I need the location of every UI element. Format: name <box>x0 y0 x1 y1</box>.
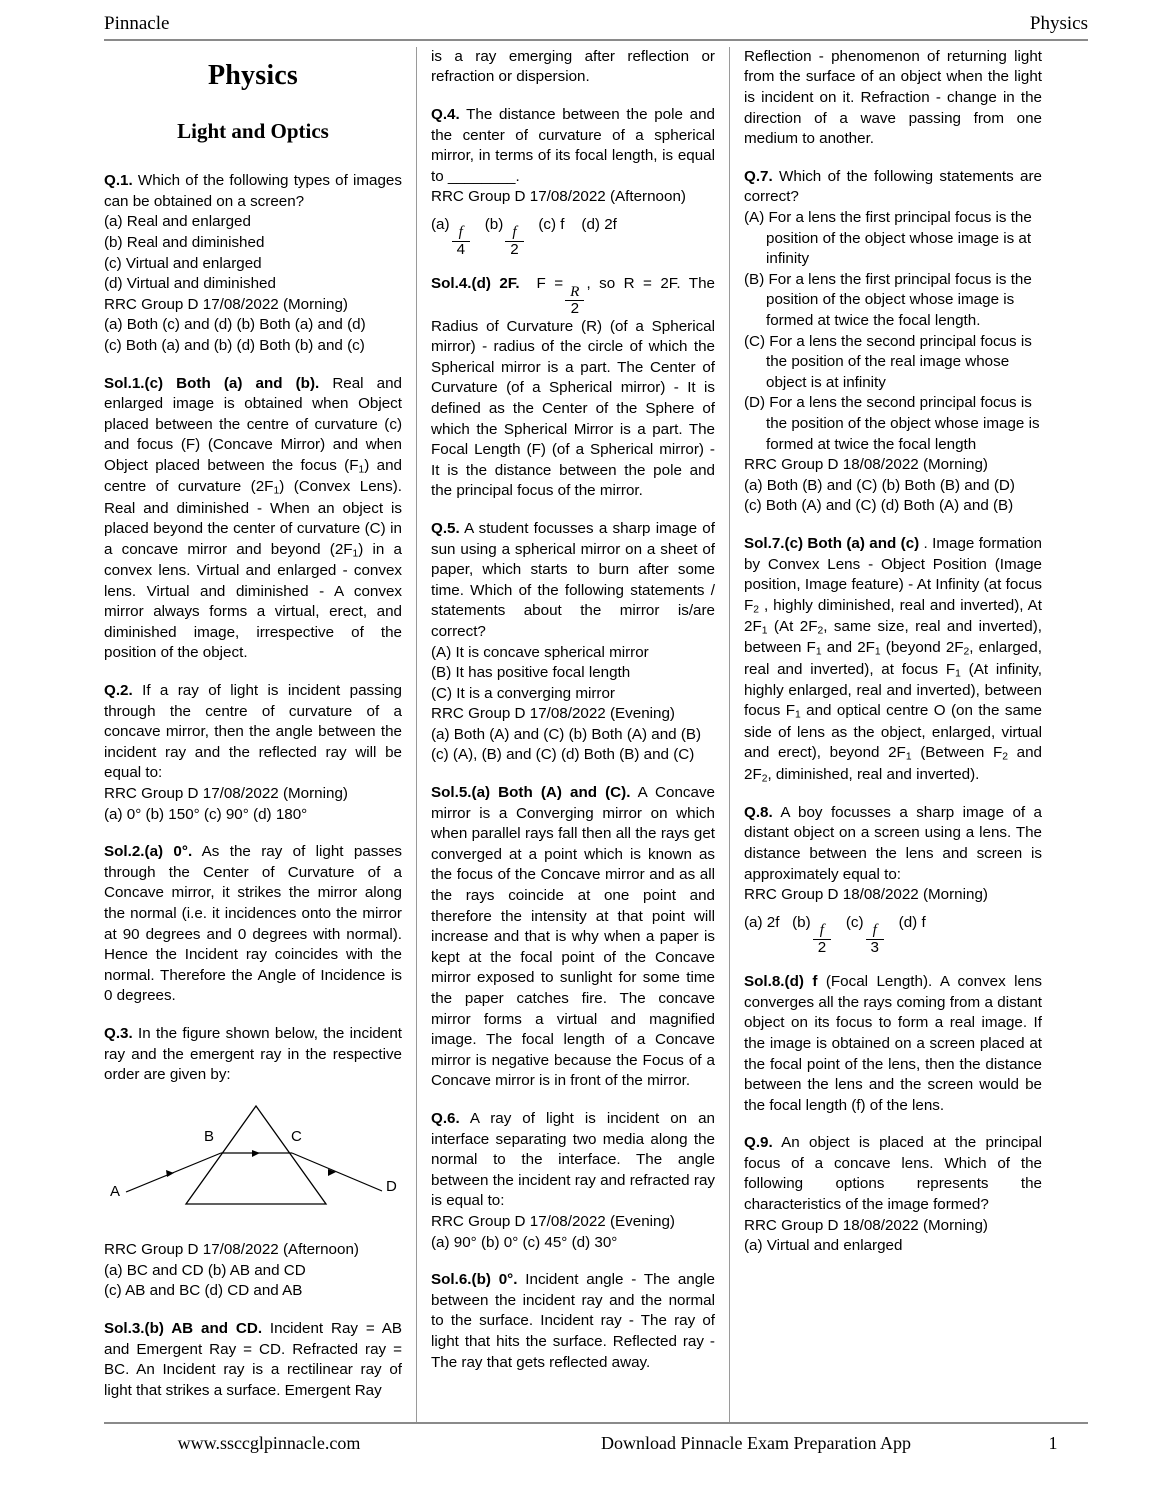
question-q5 <box>431 519 715 643</box>
q3-source: RRC Group D 17/08/2022 (Afternoon) <box>104 1241 359 1259</box>
sol7-text-c: (At 2F <box>767 618 818 636</box>
sol3-continuation: is a ray emerging after reflection or refraction or dispersion. <box>431 47 715 86</box>
sol1-text-b: ) and centre of curvature (2F <box>104 457 402 496</box>
q7-statement-B: (B) For a lens the first principal focus is the position of the object whose image is formed at twice the focal length. <box>744 270 1032 330</box>
q9-label: Q.9. <box>744 1134 773 1152</box>
q7-statement-D: (D) For a lens the second principal focus is the position of the object whose image is formed at twice the focal length <box>744 394 1040 453</box>
q4-option-a-label: (a) <box>431 216 450 234</box>
sol7-text-b: , highly diminished, real and inverted), At 2F <box>744 596 1042 636</box>
sol7-sub-10: 2 <box>1002 751 1009 763</box>
sol1-sub-1: 1 <box>358 464 365 476</box>
q7-statement-C: (C) For a lens the second principal focus is the position of the real image whose object is at infinity <box>744 332 1032 391</box>
q9-text: An object is placed at the principal focus of a concave lens. Which of the following options represents the characteristics of the image formed? <box>744 1134 1042 1214</box>
sol7-sub-11: 2 <box>761 772 768 784</box>
chapter-subtitle: Light and Optics <box>177 118 329 143</box>
q8-option-b-label: (b) <box>792 913 811 931</box>
q7-label: Q.7. <box>744 167 773 185</box>
sol5-text: A Concave mirror is a Converging mirror on which when parallel rays fall then all the rays get converged at a point which is known as the focus of the Concave mirror and as all the rays coincide at one point and therefore the intensity at that point will increase and that is why when a paper is kept at the focal point of the Concave mirror exposed to sunlight for some time the paper catches fire. The concave mirror forms a virtual and magnified image. The focal length of a Concave mirror is negative because the Focus of a Concave mirror is in front of the mirror. <box>431 784 716 1090</box>
sol3-text: Incident Ray = AB and Emergent Ray = CD. Refracted ray = BC. An Incident ray is a rectilinear ray of light that strikes a surface. Emergent Ray <box>104 1320 403 1399</box>
header-brand: Pinnacle <box>104 13 170 34</box>
sol1-label: Sol.1.(c) Both (a) and (b). <box>104 374 320 392</box>
column-3 <box>730 47 1042 1422</box>
sol4-denominator: 2 <box>570 300 580 318</box>
sol7-text-j: (Between F <box>911 744 1003 762</box>
q5-text: A student focusses a sharp image of sun using a spherical mirror on a sheet of paper, which starts to burn after some time. Which of the following statements / statements about the mirror is/are correct? <box>431 519 715 640</box>
sol1-sub-2: 1 <box>273 485 280 497</box>
sol2-label: Sol.2.(a) 0°. <box>104 843 193 861</box>
q5-options-row-2: (c) (A), (B) and (C) (d) Both (B) and (C) <box>431 746 695 764</box>
solution-sol6 <box>431 1270 715 1373</box>
sol4-fraction <box>565 284 584 317</box>
q4-option-a-denominator: 4 <box>456 240 466 258</box>
q1-statement-d: (d) Virtual and diminished <box>104 275 276 293</box>
sol4-numerator: R <box>570 282 580 300</box>
q4-options <box>431 215 715 257</box>
q5-label: Q.5. <box>431 519 460 537</box>
sol7-text-e: and 2F <box>821 639 875 657</box>
q8-option-c-denominator: 3 <box>870 938 879 956</box>
solution-sol7 <box>744 534 1042 786</box>
sol7-sub-9: 1 <box>905 751 912 763</box>
sol7-text-h: (At infinity, highly enlarged, real and inverted), between focus F <box>744 660 1042 720</box>
q8-option-c-fraction <box>866 922 884 955</box>
q7-options-row-2: (c) Both (A) and (C) (d) Both (A) and (B) <box>744 497 1014 515</box>
sol8-label: Sol.8.(d) f <box>744 973 818 991</box>
q4-option-a-fraction <box>452 224 470 257</box>
q1-options-row-1: (a) Both (c) and (d) (b) Both (a) and (d) <box>104 316 366 334</box>
q5-options-row-1: (a) Both (A) and (C) (b) Both (A) and (B) <box>431 725 702 743</box>
question-q9 <box>744 1133 1042 1215</box>
solution-sol2 <box>104 842 402 1007</box>
q8-option-d: (d) f <box>898 913 926 931</box>
q2-options: (a) 0° (b) 150° (c) 90° (d) 180° <box>104 805 308 823</box>
prism-label-B: B <box>204 1127 215 1145</box>
q1-label: Q.1. <box>104 172 133 190</box>
q6-label: Q.6. <box>431 1109 460 1127</box>
prism-label-C: C <box>291 1127 302 1145</box>
q6-options: (a) 90° (b) 0° (c) 45° (d) 30° <box>431 1233 618 1251</box>
footer-page-number: 1 <box>1048 1432 1058 1453</box>
q8-source: RRC Group D 18/08/2022 (Morning) <box>744 886 988 904</box>
prism-label-D: D <box>386 1177 397 1195</box>
solution-sol3 <box>104 1319 402 1401</box>
q5-source: RRC Group D 17/08/2022 (Evening) <box>431 705 675 723</box>
chapter-title: Physics <box>207 59 299 91</box>
question-q8 <box>744 803 1042 885</box>
sol1-sub-3: 1 <box>352 548 359 560</box>
q1-statement-c: (c) Virtual and enlarged <box>104 254 262 272</box>
footer-app-promo: Download Pinnacle Exam Preparation App <box>601 1432 911 1453</box>
question-q3 <box>104 1024 402 1086</box>
sol1-text-a: Real and enlarged image is obtained when Object placed between the centre of curvature (c) and focus (F) (Concave Mirror) and when Object placed between the focus (F <box>104 374 402 474</box>
q5-statement-B: (B) It has positive focal length <box>431 664 631 682</box>
question-q4 <box>431 105 715 187</box>
q3-text: In the figure shown below, the incident ray and the emergent ray in the respective order are given by: <box>104 1024 402 1084</box>
q8-option-c-label: (c) <box>845 913 864 931</box>
q8-option-b-numerator: f <box>819 921 825 939</box>
q7-text: Which of the following statements are correct? <box>744 167 1042 206</box>
sol3-label: Sol.3.(b) AB and CD. <box>104 1320 263 1338</box>
sol7-text-l: , diminished, real and inverted). <box>767 765 980 783</box>
q8-option-b-fraction <box>813 922 831 955</box>
sol7-text-d: , same size, real and inverted), between F <box>744 618 1042 657</box>
sol7-sub-2: 1 <box>761 625 768 637</box>
q4-label: Q.4. <box>431 106 460 124</box>
q6-source: RRC Group D 17/08/2022 (Evening) <box>431 1212 675 1230</box>
sol7-label: Sol.7.(c) Both (a) and (c) <box>744 534 920 552</box>
sol1-text-c: ) (Convex Lens). Real and diminished - When an object is placed beyond the center of curvature (C) in a concave mirror and beyond (2F <box>104 478 402 558</box>
q8-options <box>744 913 1042 955</box>
sol4-equation-prefix: F = <box>536 275 564 293</box>
q1-statement-a: (a) Real and enlarged <box>104 213 251 231</box>
q4-source: RRC Group D 17/08/2022 (Afternoon) <box>431 188 686 206</box>
q3-options-row-2: (c) AB and BC (d) CD and AB <box>104 1282 303 1300</box>
sol6-continuation: Reflection - phenomenon of returning light from the surface of an object when the light is incident on it. Refraction - change in the direction of a wave passing from one medium to another. <box>744 47 1042 148</box>
q4-option-b-label: (b) <box>484 216 504 234</box>
page-footer <box>104 1424 1088 1454</box>
question-q7 <box>744 167 1042 208</box>
sol7-sub-5: 1 <box>874 646 881 658</box>
q4-option-b-numerator: f <box>512 223 517 241</box>
q4-option-d: (d) 2f <box>581 216 617 234</box>
sol7-sub-4: 1 <box>815 646 822 658</box>
q8-option-b-denominator: 2 <box>817 938 827 956</box>
solution-sol4 <box>431 274 715 502</box>
q4-option-c: (c) f <box>538 216 565 234</box>
q7-options-row-1: (a) Both (B) and (C) (b) Both (B) and (D) <box>744 476 1015 494</box>
page-header <box>104 14 1088 39</box>
solution-sol8 <box>744 972 1042 1116</box>
q3-label: Q.3. <box>104 1024 133 1042</box>
sol2-text: As the ray of light passes through the Center of Curvature of a Concave mirror, it strikes the mirror along the normal (i.e. it incidences onto the mirror at 90 degrees and 0 degrees with normal). Hence the Incident ray coincides with the normal. Therefore the Angle of Incidence is 0 degrees. <box>104 843 402 1005</box>
q2-text: If a ray of light is incident passing through the centre of curvature of a concave mirror, then the angle between the incident ray and the reflected ray will be equal to: <box>104 682 402 782</box>
column-1 <box>104 47 416 1422</box>
sol7-sub-8: 1 <box>794 709 801 721</box>
q5-statement-A: (A) It is concave spherical mirror <box>431 643 649 661</box>
question-q1 <box>104 171 402 212</box>
q2-label: Q.2. <box>104 682 133 699</box>
sol4-label: Sol.4.(d) 2F. <box>431 275 520 293</box>
sol7-sub-1: 2 <box>753 604 760 615</box>
prism-label-A: A <box>110 1182 121 1200</box>
q9-option-a: (a) Virtual and enlarged <box>744 1237 903 1255</box>
q4-option-b-denominator: 2 <box>510 240 519 258</box>
q4-option-a-numerator: f <box>458 223 463 241</box>
question-q6 <box>431 1109 715 1212</box>
q7-source: RRC Group D 18/08/2022 (Morning) <box>744 456 988 474</box>
sol1-text-d: ) in a convex lens. Virtual and enlarged - convex lens. Virtual and diminished - A convex mirror always forms a virtual, erect, and diminished image, irrespective of the position of the object. <box>104 540 402 662</box>
solution-sol1 <box>104 374 402 664</box>
q7-statement-A: (A) For a lens the first principal focus is the position of the object whose image is at infinity <box>744 209 1032 268</box>
header-subject: Physics <box>1029 13 1088 34</box>
q4-option-b-fraction <box>505 224 523 257</box>
solution-sol5 <box>431 783 715 1092</box>
sol7-sub-6: 2 <box>963 646 970 658</box>
sol6-label: Sol.6.(b) 0°. <box>431 1271 518 1289</box>
sol7-text-a: . Image formation by Convex Lens - Object Position (Image position, Image feature) - At Infinity (at focus F <box>744 534 1042 614</box>
q3-options-row-1: (a) BC and CD (b) AB and CD <box>104 1261 306 1279</box>
q8-label: Q.8. <box>744 803 773 821</box>
sol8-text: (Focal Length). A convex lens converges all the rays coming from a distant object on its focus to form a real image. If the image is obtained on a screen placed at the focal point of the lens, then the distance between the lens and the screen would be the focal length (f) of the lens. <box>744 973 1042 1114</box>
q1-statement-b: (b) Real and diminished <box>104 234 265 252</box>
sol6-text: Incident angle - The angle between the incident ray and the normal to the surface. Incident ray - The ray of light that hits the surface. Reflected ray - The ray that gets reflected away. <box>431 1271 715 1371</box>
sol5-label: Sol.5.(a) Both (A) and (C). <box>431 784 631 802</box>
q8-option-a: (a) 2f <box>744 913 780 931</box>
sol7-text-i: and optical centre O (on the same side of lens as the object, enlarged, virtual and erect), beyond 2F <box>744 702 1042 762</box>
column-2 <box>417 47 729 1422</box>
q4-text: The distance between the pole and the center of curvature of a spherical mirror, in terms of its focal length, is equal to ________. <box>431 106 715 185</box>
sol4-equation-suffix: , so R = 2F. <box>586 275 681 293</box>
sol7-sub-7: 1 <box>955 667 961 679</box>
content-columns <box>104 47 1088 1422</box>
q1-options-row-2: (c) Both (a) and (b) (d) Both (b) and (c) <box>104 337 365 355</box>
q6-text: A ray of light is incident on an interface separating two media along the normal to the interface. The angle between the incident ray and refracted ray is equal to: <box>431 1109 715 1210</box>
sol7-text-f: (beyond 2F <box>880 639 964 657</box>
prism-refraction-figure <box>104 1096 402 1235</box>
q8-text: A boy focusses a sharp image of a distant object on a screen using a lens. The distance between the lens and screen is approximately equal to: <box>744 803 1042 883</box>
q1-text: Which of the following types of images can be obtained on a screen? <box>104 172 402 210</box>
header-divider <box>104 39 1088 41</box>
question-q2 <box>104 681 402 784</box>
q9-source: RRC Group D 18/08/2022 (Morning) <box>744 1216 988 1234</box>
q5-statement-C: (C) It is a converging mirror <box>431 684 615 702</box>
q8-option-c-numerator: f <box>872 921 877 939</box>
footer-website[interactable]: www.ssccglpinnacle.com <box>177 1432 361 1453</box>
prism-diagram-svg <box>104 1096 402 1228</box>
q2-source: RRC Group D 17/08/2022 (Morning) <box>104 784 348 802</box>
sol7-text-g: , enlarged, real and inverted), at focus F <box>744 639 1042 678</box>
sol7-sub-3: 2 <box>817 625 824 637</box>
q1-source: RRC Group D 17/08/2022 (Morning) <box>104 295 348 313</box>
sol4-text: The Radius of Curvature (R) (of a Spherical mirror) - radius of the circle of which the Spherical mirror is a part. The Center of Curvature (of a Spherical mirror) - It is defined as the Center of the Sphere of which the Spherical Mirror is a part. The Focal Length (F) (of a Spherical mirror) - It is the distance between the pole and the principal focus of the mirror. <box>431 275 715 500</box>
sol7-text-k: and 2F <box>744 744 1042 783</box>
